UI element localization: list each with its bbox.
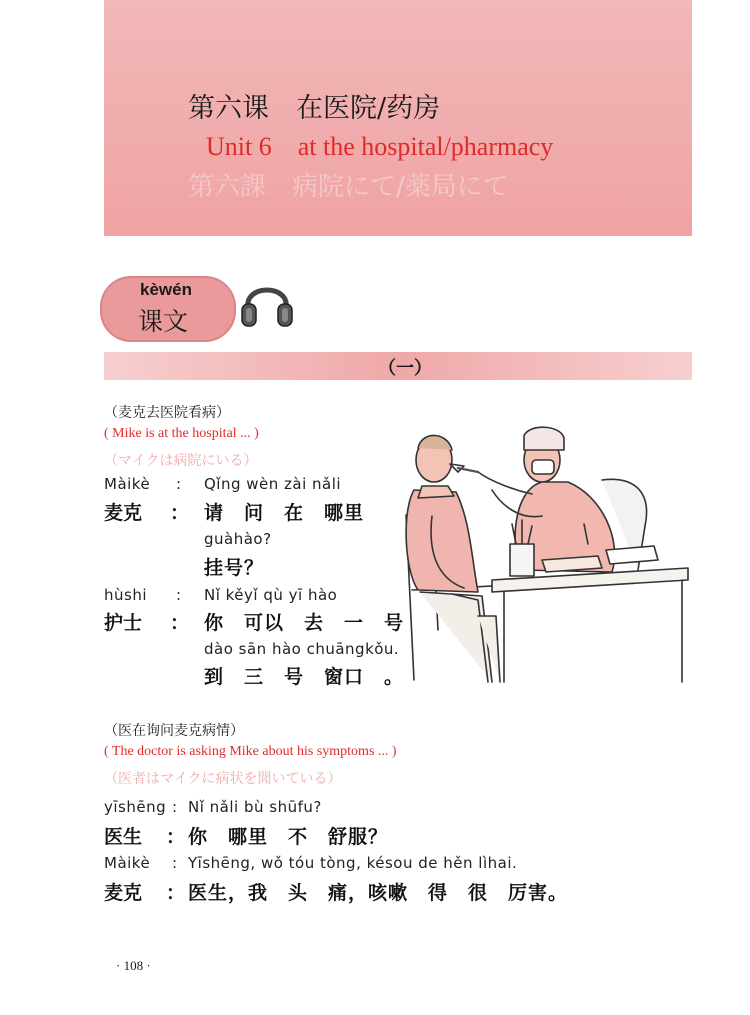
section-label: （一） <box>378 358 432 379</box>
colon: ： <box>166 882 186 904</box>
line-hanzi: 到 三 号 窗口 。 <box>204 666 405 688</box>
kewen-pinyin: kèwén <box>140 280 192 299</box>
line-pinyin: dào sān hào chuāngkǒu. <box>204 640 400 658</box>
line-pinyin: guàhào? <box>204 530 272 548</box>
colon: ： <box>170 612 190 634</box>
unit-title-english: Unit 6 at the hospital/pharmacy <box>206 132 554 161</box>
speaker-pinyin: yīshēng <box>104 798 167 816</box>
speaker-hanzi: 麦克 <box>104 882 143 904</box>
line-hanzi: 挂号？ <box>204 557 265 579</box>
line-hanzi: 你 可以 去 一 号 <box>204 612 405 634</box>
colon: : <box>172 798 178 816</box>
context-japanese: （マイクは病院にいる） <box>104 454 258 469</box>
kewen-hanzi: 课文 <box>138 307 189 336</box>
speaker-hanzi: 医生 <box>104 826 143 848</box>
unit-title-japanese: 第六課 病院にて/薬局にて <box>188 172 509 202</box>
line-pinyin: Nǐ nǎli bù shūfu? <box>188 798 322 816</box>
colon: : <box>172 854 178 872</box>
speaker-hanzi: 护士 <box>104 612 143 634</box>
context-english: ( Mike is at the hospital ... ) <box>104 426 259 441</box>
colon: ： <box>170 502 190 524</box>
speaker-pinyin: Màikè <box>104 475 151 493</box>
context-chinese: （麦克去医院看病） <box>104 406 230 421</box>
context-english: ( The doctor is asking Mike about his symptoms ... ) <box>104 744 397 759</box>
context-japanese: （医者はマイクに病状を聞いている） <box>104 772 342 787</box>
line-pinyin: Nǐ kěyǐ qù yī hào <box>204 586 338 604</box>
page-number: · 108 · <box>116 958 151 973</box>
line-hanzi: 你 哪里 不 舒服？ <box>188 826 389 848</box>
context-chinese: （医在询问麦克病情） <box>104 724 244 739</box>
line-pinyin: Yīshēng, wǒ tóu tòng, késou de hěn lìhai. <box>188 854 518 872</box>
headphones-icon[interactable] <box>238 274 296 330</box>
line-hanzi: 医生，我 头 痛，咳嗽 得 很 厉害。 <box>188 882 569 904</box>
speaker-hanzi: 麦克 <box>104 502 143 524</box>
line-pinyin: Qǐng wèn zài nǎli <box>204 475 342 493</box>
colon: : <box>176 475 182 493</box>
colon: : <box>176 586 182 604</box>
unit-title-chinese: 第六课 在医院/药房 <box>188 93 441 124</box>
speaker-pinyin: hùshi <box>104 586 148 604</box>
doctor-patient-illustration <box>392 420 692 690</box>
colon: ： <box>166 826 186 848</box>
line-hanzi: 请 问 在 哪里 <box>204 502 365 524</box>
speaker-pinyin: Màikè <box>104 854 151 872</box>
